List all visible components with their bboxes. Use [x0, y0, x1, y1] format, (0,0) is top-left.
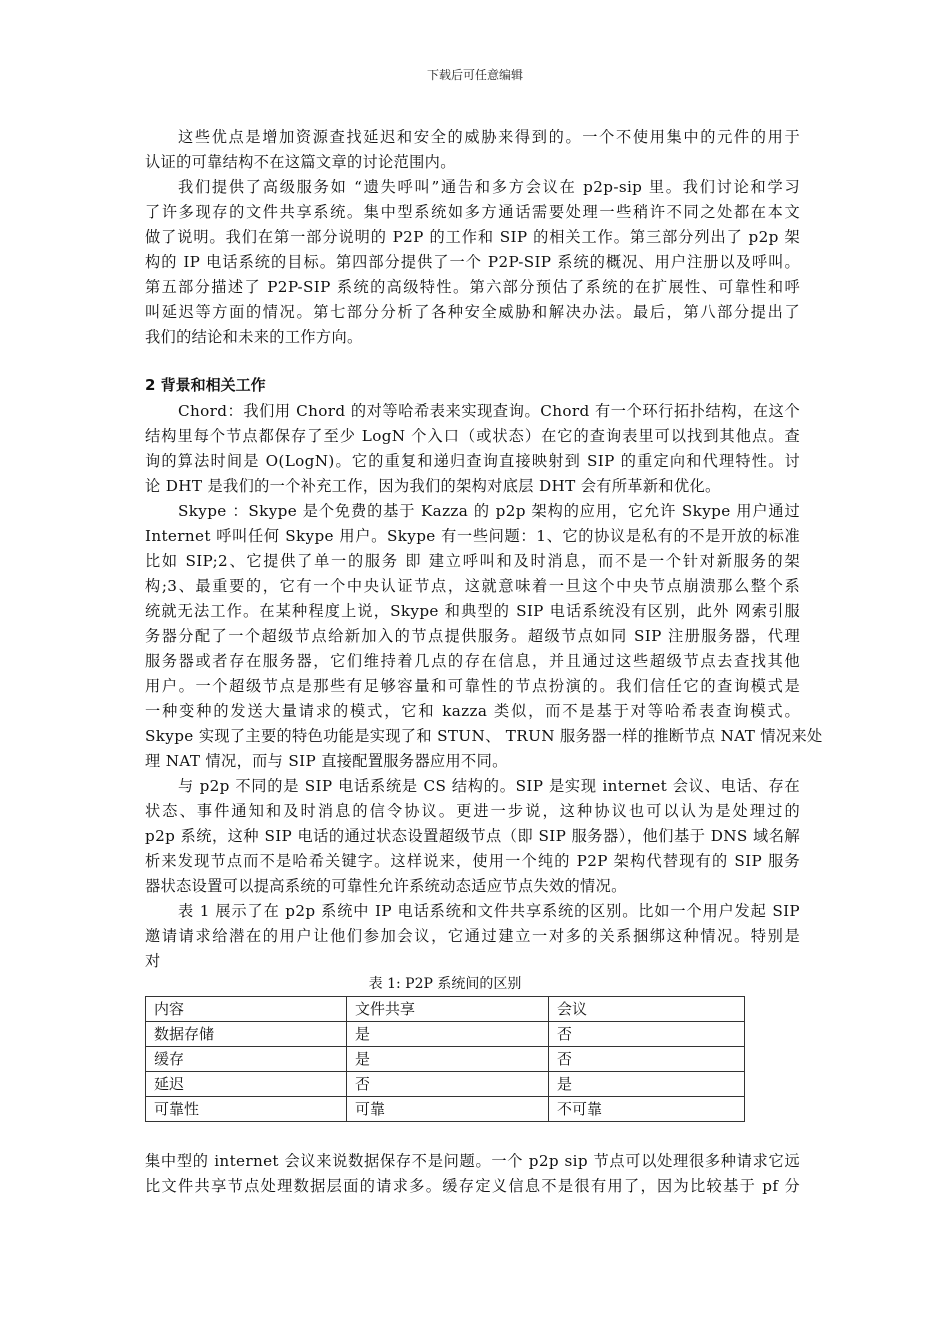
- text-line: 构的 IP 电话系统的目标。第四部分提供了一个 P2P-SIP 系统的概况、用户注册以及呼叫。: [145, 253, 800, 271]
- text-line: 集中型的 internet 会议来说数据保存不是问题。一个 p2p sip 节点可以处理很多种请求它远: [145, 1152, 800, 1170]
- table-header-row: [146, 997, 745, 1022]
- text-line: 器状态设置可以提高系统的可靠性允许系统动态适应节点失效的情况。: [145, 877, 627, 895]
- table-cell: 延迟: [146, 1072, 347, 1097]
- text-line: 询的算法时间是 O(LogN)。它的重复和递归查询直接映射到 SIP 的重定向和代理特性。讨: [145, 452, 800, 470]
- table-cell: 否: [549, 1022, 745, 1047]
- text-line: 与 p2p 不同的是 SIP 电话系统是 CS 结构的。SIP 是实现 internet 会议、电话、存在: [178, 777, 800, 795]
- text-line: 结构里每个节点都保存了至少 LogN 个入口（或状态）在它的查询表里可以找到其他点。查: [145, 427, 800, 445]
- table-cell: 是: [549, 1072, 745, 1097]
- text-line: 做了说明。我们在第一部分说明的 P2P 的工作和 SIP 的相关工作。第三部分列出了 p2p 架: [145, 228, 800, 246]
- text-line: 第五部分描述了 P2P-SIP 系统的高级特性。第六部分预估了系统的在扩展性、可靠性和呼: [145, 278, 800, 296]
- text-line: 我们提供了高级服务如 “遗失呼叫”通告和多方会议在 p2p-sip 里。我们讨论和学习: [178, 178, 800, 196]
- text-line: 务器分配了一个超级节点给新加入的节点提供服务。超级节点如同 SIP 注册服务器，代理: [145, 627, 800, 645]
- text-line: 这些优点是增加资源查找延迟和安全的威胁来得到的。一个不使用集中的元件的用于: [178, 128, 800, 146]
- text-line: 了许多现存的文件共享系统。集中型系统如多方通话需要处理一些稍许不同之处都在本文: [145, 203, 800, 221]
- table-row: [146, 1072, 745, 1097]
- text-line: 用户。一个超级节点是那些有足够容量和可靠性的节点扮演的。我们信任它的查询模式是: [145, 677, 800, 695]
- table-cell: 是: [347, 1047, 549, 1072]
- text-line: 服务器或者存在服务器，它们维持着几点的存在信息，并且通过这些超级节点去查找其他: [145, 652, 800, 670]
- text-line: 比如 SIP;2、它提供了单一的服务 即 建立呼叫和及时消息，而不是一个针对新服务的架: [145, 552, 800, 570]
- table-row: [146, 1047, 745, 1072]
- table-cell: 数据存储: [146, 1022, 347, 1047]
- comparison-table: [145, 996, 745, 1122]
- text-line: 认证的可靠结构不在这篇文章的讨论范围内。: [145, 153, 456, 171]
- table-caption: 表 1: P2P 系统间的区别: [368, 976, 522, 992]
- table-cell: 可靠: [347, 1097, 549, 1122]
- text-line: Skype 实现了主要的特色功能是实现了和 STUN、 TRUN 服务器一样的推断节点 NAT 情况来处: [145, 727, 823, 745]
- text-line: 表 1 展示了在 p2p 系统中 IP 电话系统和文件共享系统的区别。比如一个用户发起 SIP: [178, 902, 800, 920]
- text-line: 理 NAT 情况，而与 SIP 直接配置服务器应用不同。: [145, 752, 508, 770]
- text-line: 一种变种的发送大量请求的模式，它和 kazza 类似，而不是基于对等哈希表查询模式。: [145, 702, 800, 720]
- text-line: Internet 呼叫任何 Skype 用户。Skype 有一些问题：1、它的协议是私有的不是开放的标准: [145, 527, 800, 545]
- table-cell: 缓存: [146, 1047, 347, 1072]
- text-line: 论 DHT 是我们的一个补充工作，因为我们的架构对底层 DHT 会有所革新和优化。: [145, 477, 721, 495]
- text-line: 我们的结论和未来的工作方向。: [145, 328, 363, 346]
- table-cell: 可靠性: [146, 1097, 347, 1122]
- table-cell: 是: [347, 1022, 549, 1047]
- text-line: 构;3、最重要的，它有一个中央认证节点，这就意味着一旦这个中央节点崩溃那么整个系: [145, 577, 800, 595]
- text-line: Chord：我们用 Chord 的对等哈希表来实现查询。Chord 有一个环行拓扑结构，在这个: [178, 402, 800, 420]
- table-row: [146, 1097, 745, 1122]
- text-line: 统就无法工作。在某种程度上说，Skype 和典型的 SIP 电话系统没有区别，此外 网索引服: [145, 602, 800, 620]
- table-cell: 否: [347, 1072, 549, 1097]
- text-line: 邀请请求给潜在的用户让他们参加会议，它通过建立一对多的关系捆绑这种情况。特别是: [145, 927, 800, 945]
- table-cell: 不可靠: [549, 1097, 745, 1122]
- table-cell: 内容: [146, 997, 347, 1022]
- text-line: 对: [145, 952, 161, 970]
- table-row: [146, 1022, 745, 1047]
- text-line: 比文件共享节点处理数据层面的请求多。缓存定义信息不是很有用了，因为比较基于 pf 分: [145, 1177, 800, 1195]
- text-line: p2p 系统，这种 SIP 电话的通过状态设置超级节点（即 SIP 服务器），他们基于 DNS 域名解: [145, 827, 800, 845]
- table-cell: 会议: [549, 997, 745, 1022]
- text-line: 状态、事件通知和及时消息的信令协议。更进一步说，这种协议也可以认为是处理过的: [145, 802, 800, 820]
- text-line: 叫延迟等方面的情况。第七部分分析了各种安全威胁和解决办法。最后，第八部分提出了: [145, 303, 800, 321]
- section-heading: 2 背景和相关工作: [145, 376, 266, 394]
- table-cell: 文件共享: [347, 997, 549, 1022]
- text-line: 析来发现节点而不是哈希关键字。这样说来，使用一个纯的 P2P 架构代替现有的 SIP 服务: [145, 852, 800, 870]
- table-cell: 否: [549, 1047, 745, 1072]
- page-header: 下载后可任意编辑: [426, 68, 523, 82]
- text-line: Skype ：Skype 是个免费的基于 Kazza 的 p2p 架构的应用，它允许 Skype 用户通过: [178, 502, 800, 520]
